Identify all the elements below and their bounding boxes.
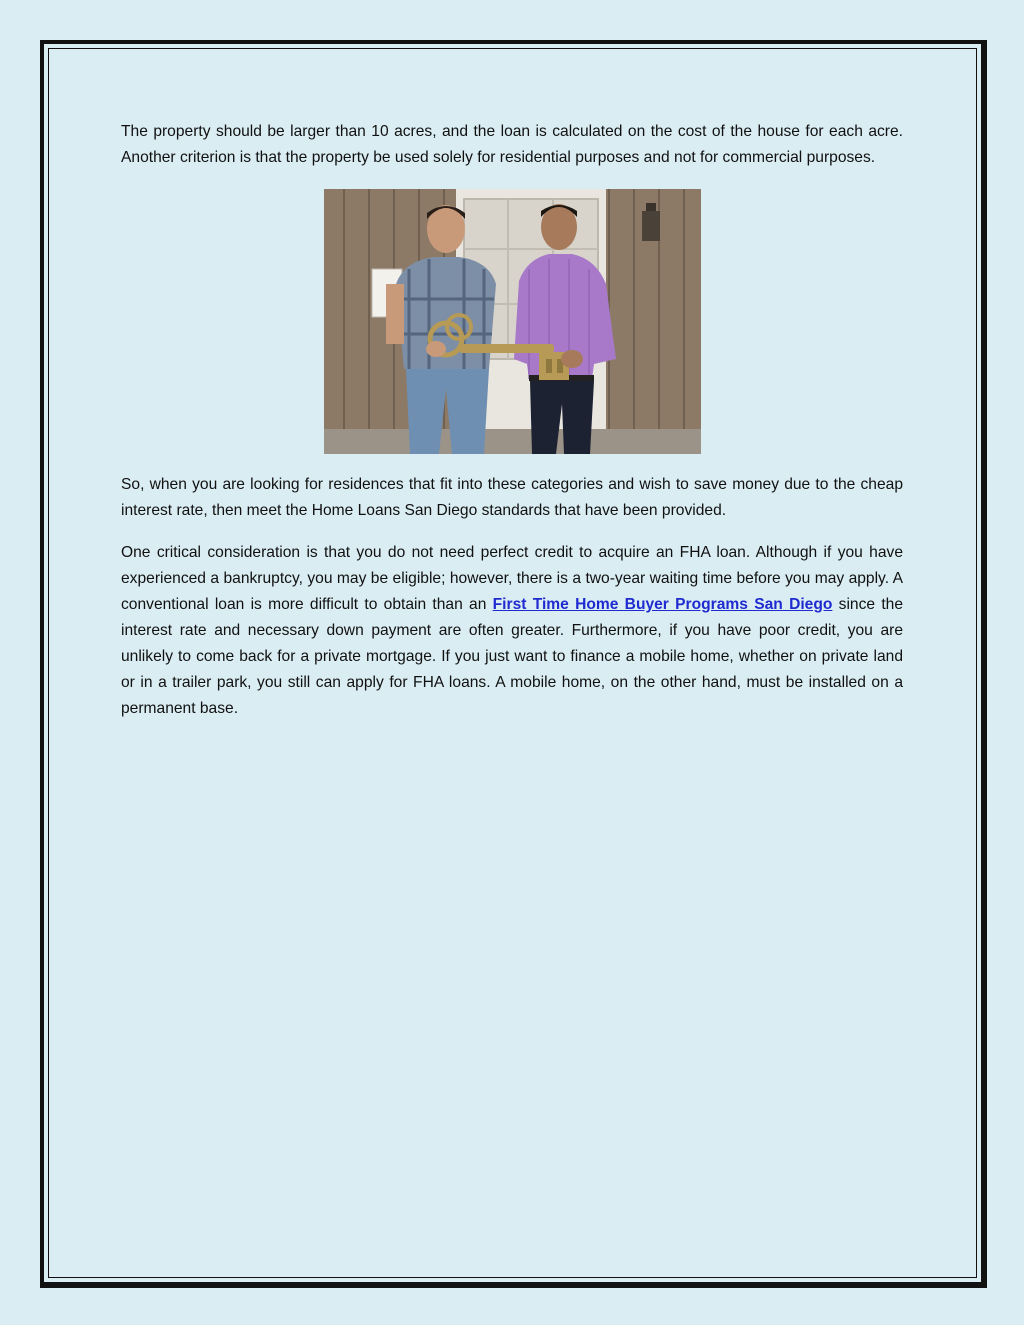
- paragraph-fha-text-before: One critical consideration is that you do not need perfect credit to acquire an FHA loan. Although if you have experienced a bankruptcy, you may be eligible; however, there is a two-year waiting time before you may apply. A conventional loan is more difficult to obtain than an: [121, 544, 903, 613]
- photo-illustration: [324, 189, 701, 454]
- first-time-home-buyer-link[interactable]: First Time Home Buyer Programs San Diego: [492, 596, 833, 613]
- document-body: [121, 119, 903, 722]
- paragraph-fha-credit: [121, 540, 903, 722]
- photo-two-men-with-key: [324, 189, 701, 454]
- paragraph-home-loans: So, when you are looking for residences that fit into these categories and wish to save money due to the cheap interest rate, then meet the Home Loans San Diego standards that have been provided.: [121, 476, 903, 519]
- paragraph-property-requirements: The property should be larger than 10 acres, and the loan is calculated on the cost of the house for each acre. Another criterion is that the property be used solely for residential purposes and not for commercial purposes.: [121, 123, 903, 166]
- paragraph-fha-text-after: since the interest rate and necessary down payment are often greater. Furthermore, if you have poor credit, you are unlikely to come back for a private mortgage. If you just want to finance a mobile home, whether on private land or in a trailer park, you still can apply for FHA loans. A mobile home, on the other hand, must be installed on a permanent base.: [121, 596, 904, 717]
